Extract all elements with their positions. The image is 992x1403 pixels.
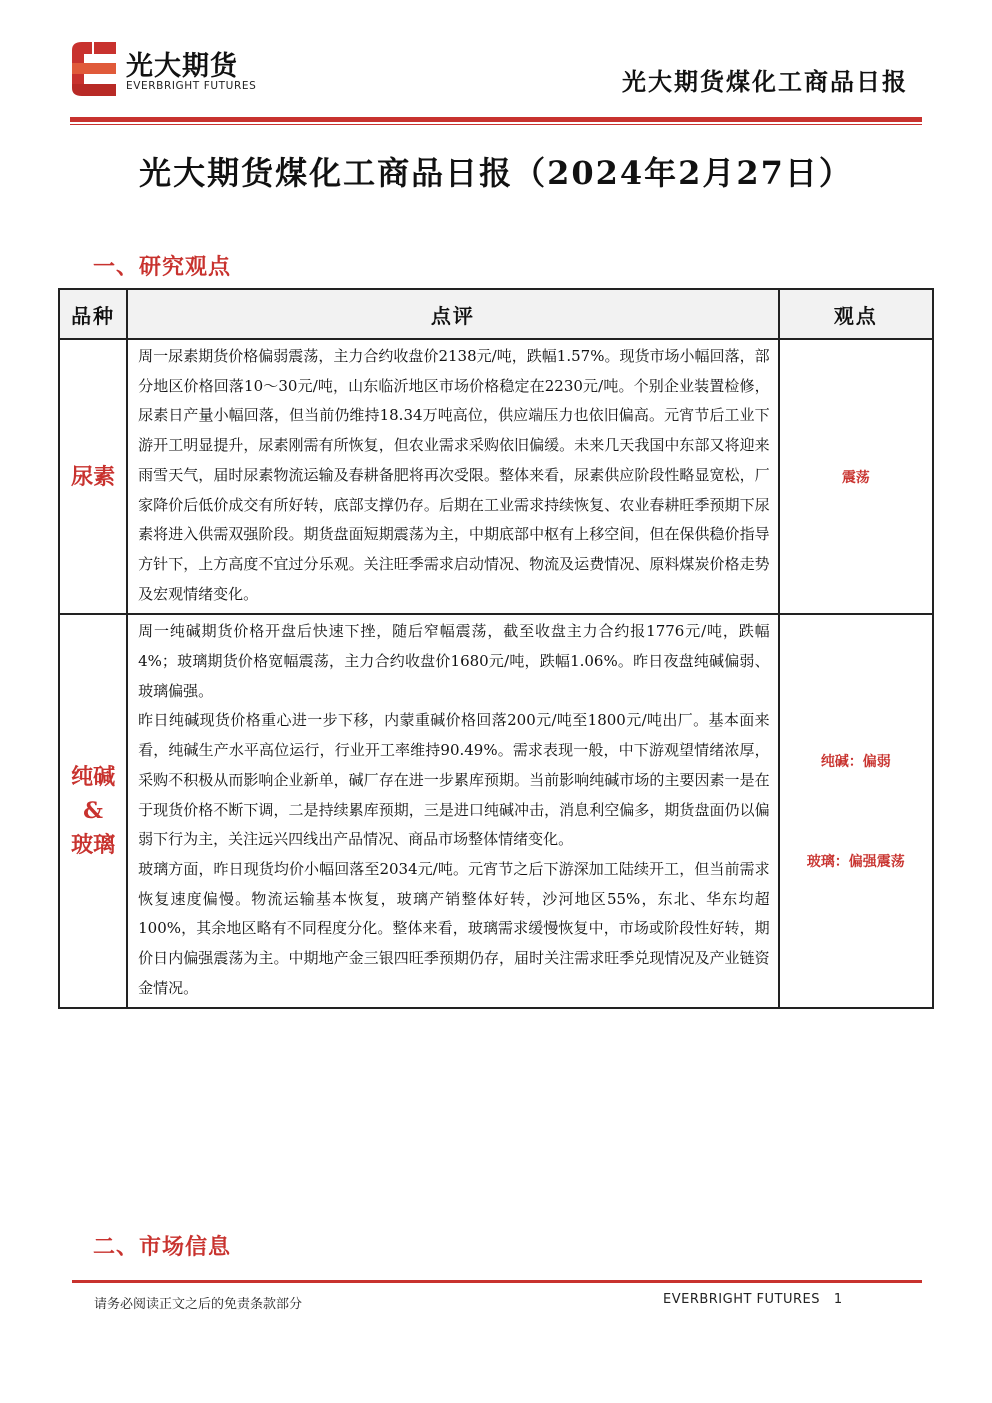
header-comment: 点评 (127, 289, 778, 339)
header-category: 品种 (59, 289, 127, 339)
page-number: 1 (833, 1292, 843, 1307)
view-label: 震荡 (841, 469, 870, 486)
footer-disclaimer: 请务必阅读正文之后的免责条款部分 (94, 1297, 303, 1312)
comment-paragraph: 周一尿素期货价格偏弱震荡，主力合约收盘价2138元/吨，跌幅1.57%。现货市场小幅回落，部分地区价格回落10～30元/吨，山东临沂地区市场价格稳定在2230元/吨。个别企业装置检修，尿素日产量小幅回落，但当前仍维持18.34万吨高位，供应端压力也依旧偏高。元宵节后工业下游开工明显提升，尿素刚需有所恢复，但农业需求采购依旧偏缓。未来几天我国中东部又将迎来雨雪天气，届时尿素物流运输及春耕备肥将再次受限。整体来看，尿素供应阶段性略显宽松，厂家降价后低价成交有所好转，底部支撑仍存。后期在工业需求持续恢复、农业春耕旺季预期下尿素将进入供需双强阶段。期货盘面短期震荡为主，中期底部中枢有上移空间，但在保供稳价指导方针下，上方高度不宜过分乐观。关注旺季需求启动情况、物流及运费情况、原料煤炭价格走势及宏观情绪变化。 (138, 347, 770, 603)
logo-text: 光大期货 (126, 51, 238, 82)
category-label-soda: 纯碱 (71, 764, 116, 791)
view-cell (779, 614, 933, 1008)
comment-cell (127, 614, 778, 1008)
category-cell (59, 614, 127, 1008)
everbright-logo-icon (72, 42, 116, 96)
section-title-market: 二、市场信息 (93, 1234, 232, 1260)
table-row-soda-glass (59, 614, 933, 1008)
comment-paragraph: 昨日纯碱现货价格重心进一步下移，内蒙重碱价格回落200元/吨至1800元/吨出厂。基本面来看，纯碱生产水平高位运行，行业开工率维持90.49%。需求表现一般，中下游观望情绪浓厚，采购不积极从而影响企业新单，碱厂存在进一步累库预期。当前影响纯碱市场的主要因素一是在于现货价格不断下调，二是持续累库预期，三是进口纯碱冲击，消息利空偏多，期货盘面仍以偏弱下行为主，关注远兴四线出产品情况、商品市场整体情绪变化。 (138, 711, 770, 849)
footer-divider (72, 1280, 922, 1283)
header-title: 光大期货煤化工商品日报 (622, 67, 908, 96)
comment-paragraph: 玻璃方面，昨日现货均价小幅回落至2034元/吨。元宵节之后下游深加工陆续开工，但当前需求恢复速度偏慢。物流运输基本恢复，玻璃产销整体好转，沙河地区55%，东北、华东均超100%，其余地区略有不同程度分化。整体来看，玻璃需求缓慢恢复中，市场或阶段性好转，期价日内偏强震荡为主。中期地产金三银四旺季预期仍存，届时关注需求旺季兑现情况及产业链资金情况。 (138, 859, 770, 997)
header-divider (70, 117, 922, 122)
company-logo (72, 42, 282, 100)
section-title-research: 一、研究观点 (93, 254, 232, 280)
table-header-row (59, 289, 933, 339)
document-title: 光大期货煤化工商品日报（2024年2月27日） (139, 154, 853, 192)
category-label-glass: 玻璃 (71, 832, 116, 859)
view-label-soda: 纯碱：偏弱 (820, 754, 891, 771)
comment-paragraph: 周一纯碱期货价格开盘后快速下挫，随后窄幅震荡，截至收盘主力合约报1776元/吨，跌幅4%；玻璃期货价格宽幅震荡，主力合约收盘价1680元/吨，跌幅1.06%。昨日夜盘纯碱偏弱、玻璃偏强。 (138, 622, 770, 700)
view-label-glass: 玻璃：偏强震荡 (806, 854, 905, 871)
header-view: 观点 (779, 289, 933, 339)
header-divider-thin (70, 124, 922, 125)
category-cell (59, 339, 127, 614)
view-cell (779, 339, 933, 614)
comment-cell (127, 339, 778, 614)
category-label-ampersand: & (83, 798, 103, 825)
footer-brand-text: EVERBRIGHT FUTURES (663, 1292, 821, 1307)
research-table (58, 288, 934, 1009)
logo-subtext: EVERBRIGHT FUTURES (126, 80, 257, 92)
category-label: 尿素 (71, 463, 116, 490)
footer-brand (663, 1292, 843, 1307)
table-row-urea (59, 339, 933, 614)
